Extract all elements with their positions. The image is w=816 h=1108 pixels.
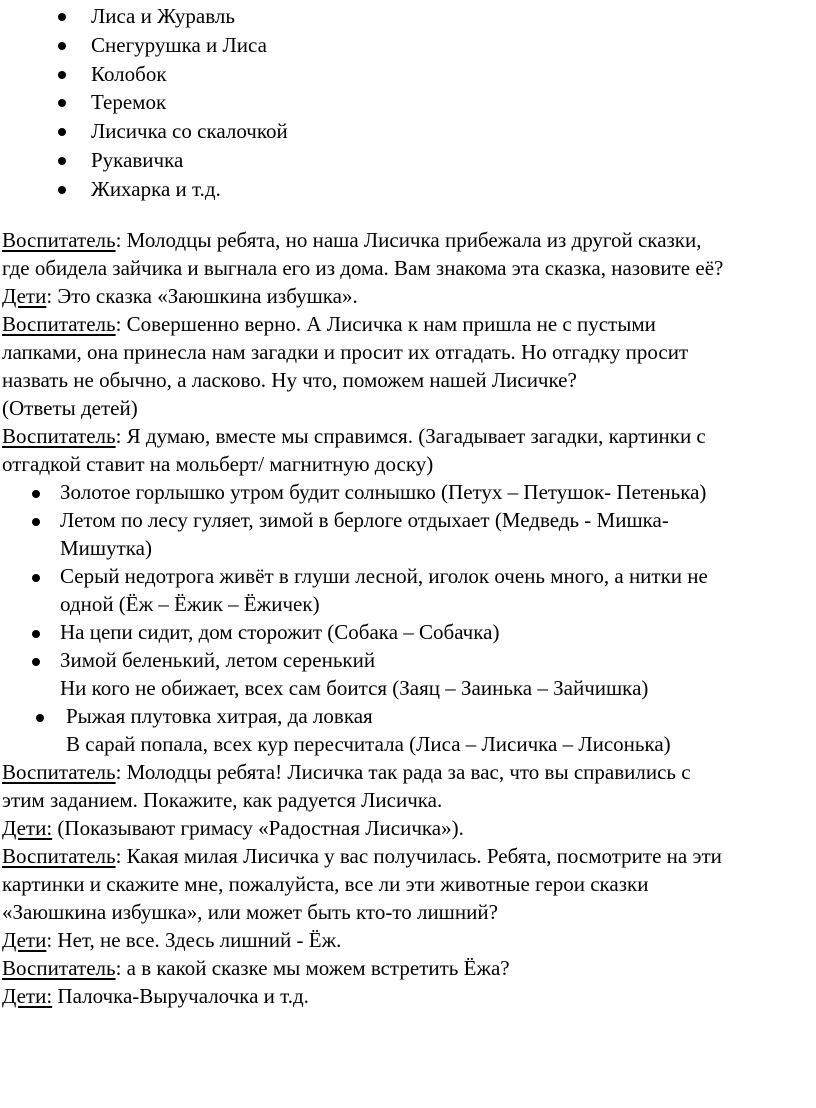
kids-paragraph: Дети: Палочка-Выручалочка и т.д. — [2, 984, 309, 1008]
fairy-tale-list — [58, 2, 288, 204]
riddle-item: Зимой беленький, летом серенький Ни кого не обижает, всех сам боится (Заяц – Заинька – Зайчишка) — [2, 646, 814, 702]
list-item: Жихарка и т.д. — [58, 175, 288, 204]
riddle-list — [2, 478, 814, 758]
text-line: где обидела зайчика и выгнала его из дома. Вам знакома эта сказка, назовите её? — [2, 256, 724, 280]
text-line: «Заюшкина избушка», или может быть кто-то лишний? — [2, 900, 498, 924]
list-item: Лиса и Журавль — [58, 2, 288, 31]
kids-answers-note: (Ответы детей) — [2, 396, 138, 420]
riddle-item: Серый недотрога живёт в глуши лесной, иголок очень много, а нитки не одной (Ёж – Ёжик – Ёжичек) — [2, 562, 814, 618]
speaker-kids: Дети — [2, 284, 47, 308]
teacher-paragraph: Воспитатель: Молодцы ребята, но наша Лисичка прибежала из другой сказки, — [2, 228, 702, 252]
speaker-teacher: Воспитатель — [2, 228, 116, 252]
kids-paragraph: Дети: (Показывают гримасу «Радостная Лисичка»). — [2, 816, 464, 840]
bullet-icon — [58, 157, 66, 165]
bullet-icon — [58, 186, 66, 194]
bullet-icon — [58, 71, 66, 79]
list-item: Колобок — [58, 60, 288, 89]
riddle-item: Рыжая плутовка хитрая, да ловкая В сарай попала, всех кур пересчитала (Лиса – Лисичка – Лисонька) — [2, 702, 814, 758]
text-line: назвать не обычно, а ласково. Ну что, поможем нашей Лисичке? — [2, 368, 577, 392]
bullet-icon — [58, 13, 66, 21]
bullet-icon — [36, 714, 44, 722]
speaker-teacher: Воспитатель — [2, 312, 116, 336]
bullet-icon — [32, 658, 40, 666]
riddle-item: Летом по лесу гуляет, зимой в берлоге отдыхает (Медведь - Мишка- Мишутка) — [2, 506, 814, 562]
bullet-icon — [32, 490, 40, 498]
teacher-paragraph: Воспитатель: Молодцы ребята! Лисичка так рада за вас, что вы справились с — [2, 760, 691, 784]
riddle-item: На цепи сидит, дом сторожит (Собака – Собачка) — [2, 618, 814, 646]
text-line: этим заданием. Покажите, как радуется Лисичка. — [2, 788, 443, 812]
speaker-kids: Дети: — [2, 984, 53, 1008]
teacher-paragraph: Воспитатель: Я думаю, вместе мы справимся. (Загадывает загадки, картинки с — [2, 424, 706, 448]
list-item: Лисичка со скалочкой — [58, 117, 288, 146]
bullet-icon — [58, 128, 66, 136]
teacher-paragraph: Воспитатель: а в какой сказке мы можем встретить Ёжа? — [2, 956, 510, 980]
dialog-text — [2, 226, 814, 1010]
bullet-icon — [58, 99, 66, 107]
text-line: отгадкой ставит на мольберт/ магнитную доску) — [2, 452, 434, 476]
bullet-icon — [32, 630, 40, 638]
text-line: картинки и скажите мне, пожалуйста, все ли эти животные герои сказки — [2, 872, 649, 896]
bullet-icon — [32, 574, 40, 582]
speaker-kids: Дети: — [2, 816, 53, 840]
kids-paragraph: Дети: Нет, не все. Здесь лишний - Ёж. — [2, 928, 342, 952]
teacher-paragraph: Воспитатель: Совершенно верно. А Лисичка к нам пришла не с пустыми — [2, 312, 656, 336]
speaker-teacher: Воспитатель — [2, 760, 116, 784]
speaker-kids: Дети — [2, 928, 47, 952]
speaker-teacher: Воспитатель — [2, 424, 116, 448]
riddle-item: Золотое горлышко утром будит солнышко (Петух – Петушок- Петенька) — [2, 478, 814, 506]
speaker-teacher: Воспитатель — [2, 956, 116, 980]
speaker-teacher: Воспитатель — [2, 844, 116, 868]
text-line: лапками, она принесла нам загадки и просит их отгадать. Но отгадку просит — [2, 340, 689, 364]
bullet-icon — [32, 518, 40, 526]
list-item: Теремок — [58, 88, 288, 117]
kids-paragraph: Дети: Это сказка «Заюшкина избушка». — [2, 284, 358, 308]
teacher-paragraph: Воспитатель: Какая милая Лисичка у вас получилась. Ребята, посмотрите на эти — [2, 844, 722, 868]
list-item: Рукавичка — [58, 146, 288, 175]
bullet-icon — [58, 42, 66, 50]
list-item: Снегурушка и Лиса — [58, 31, 288, 60]
